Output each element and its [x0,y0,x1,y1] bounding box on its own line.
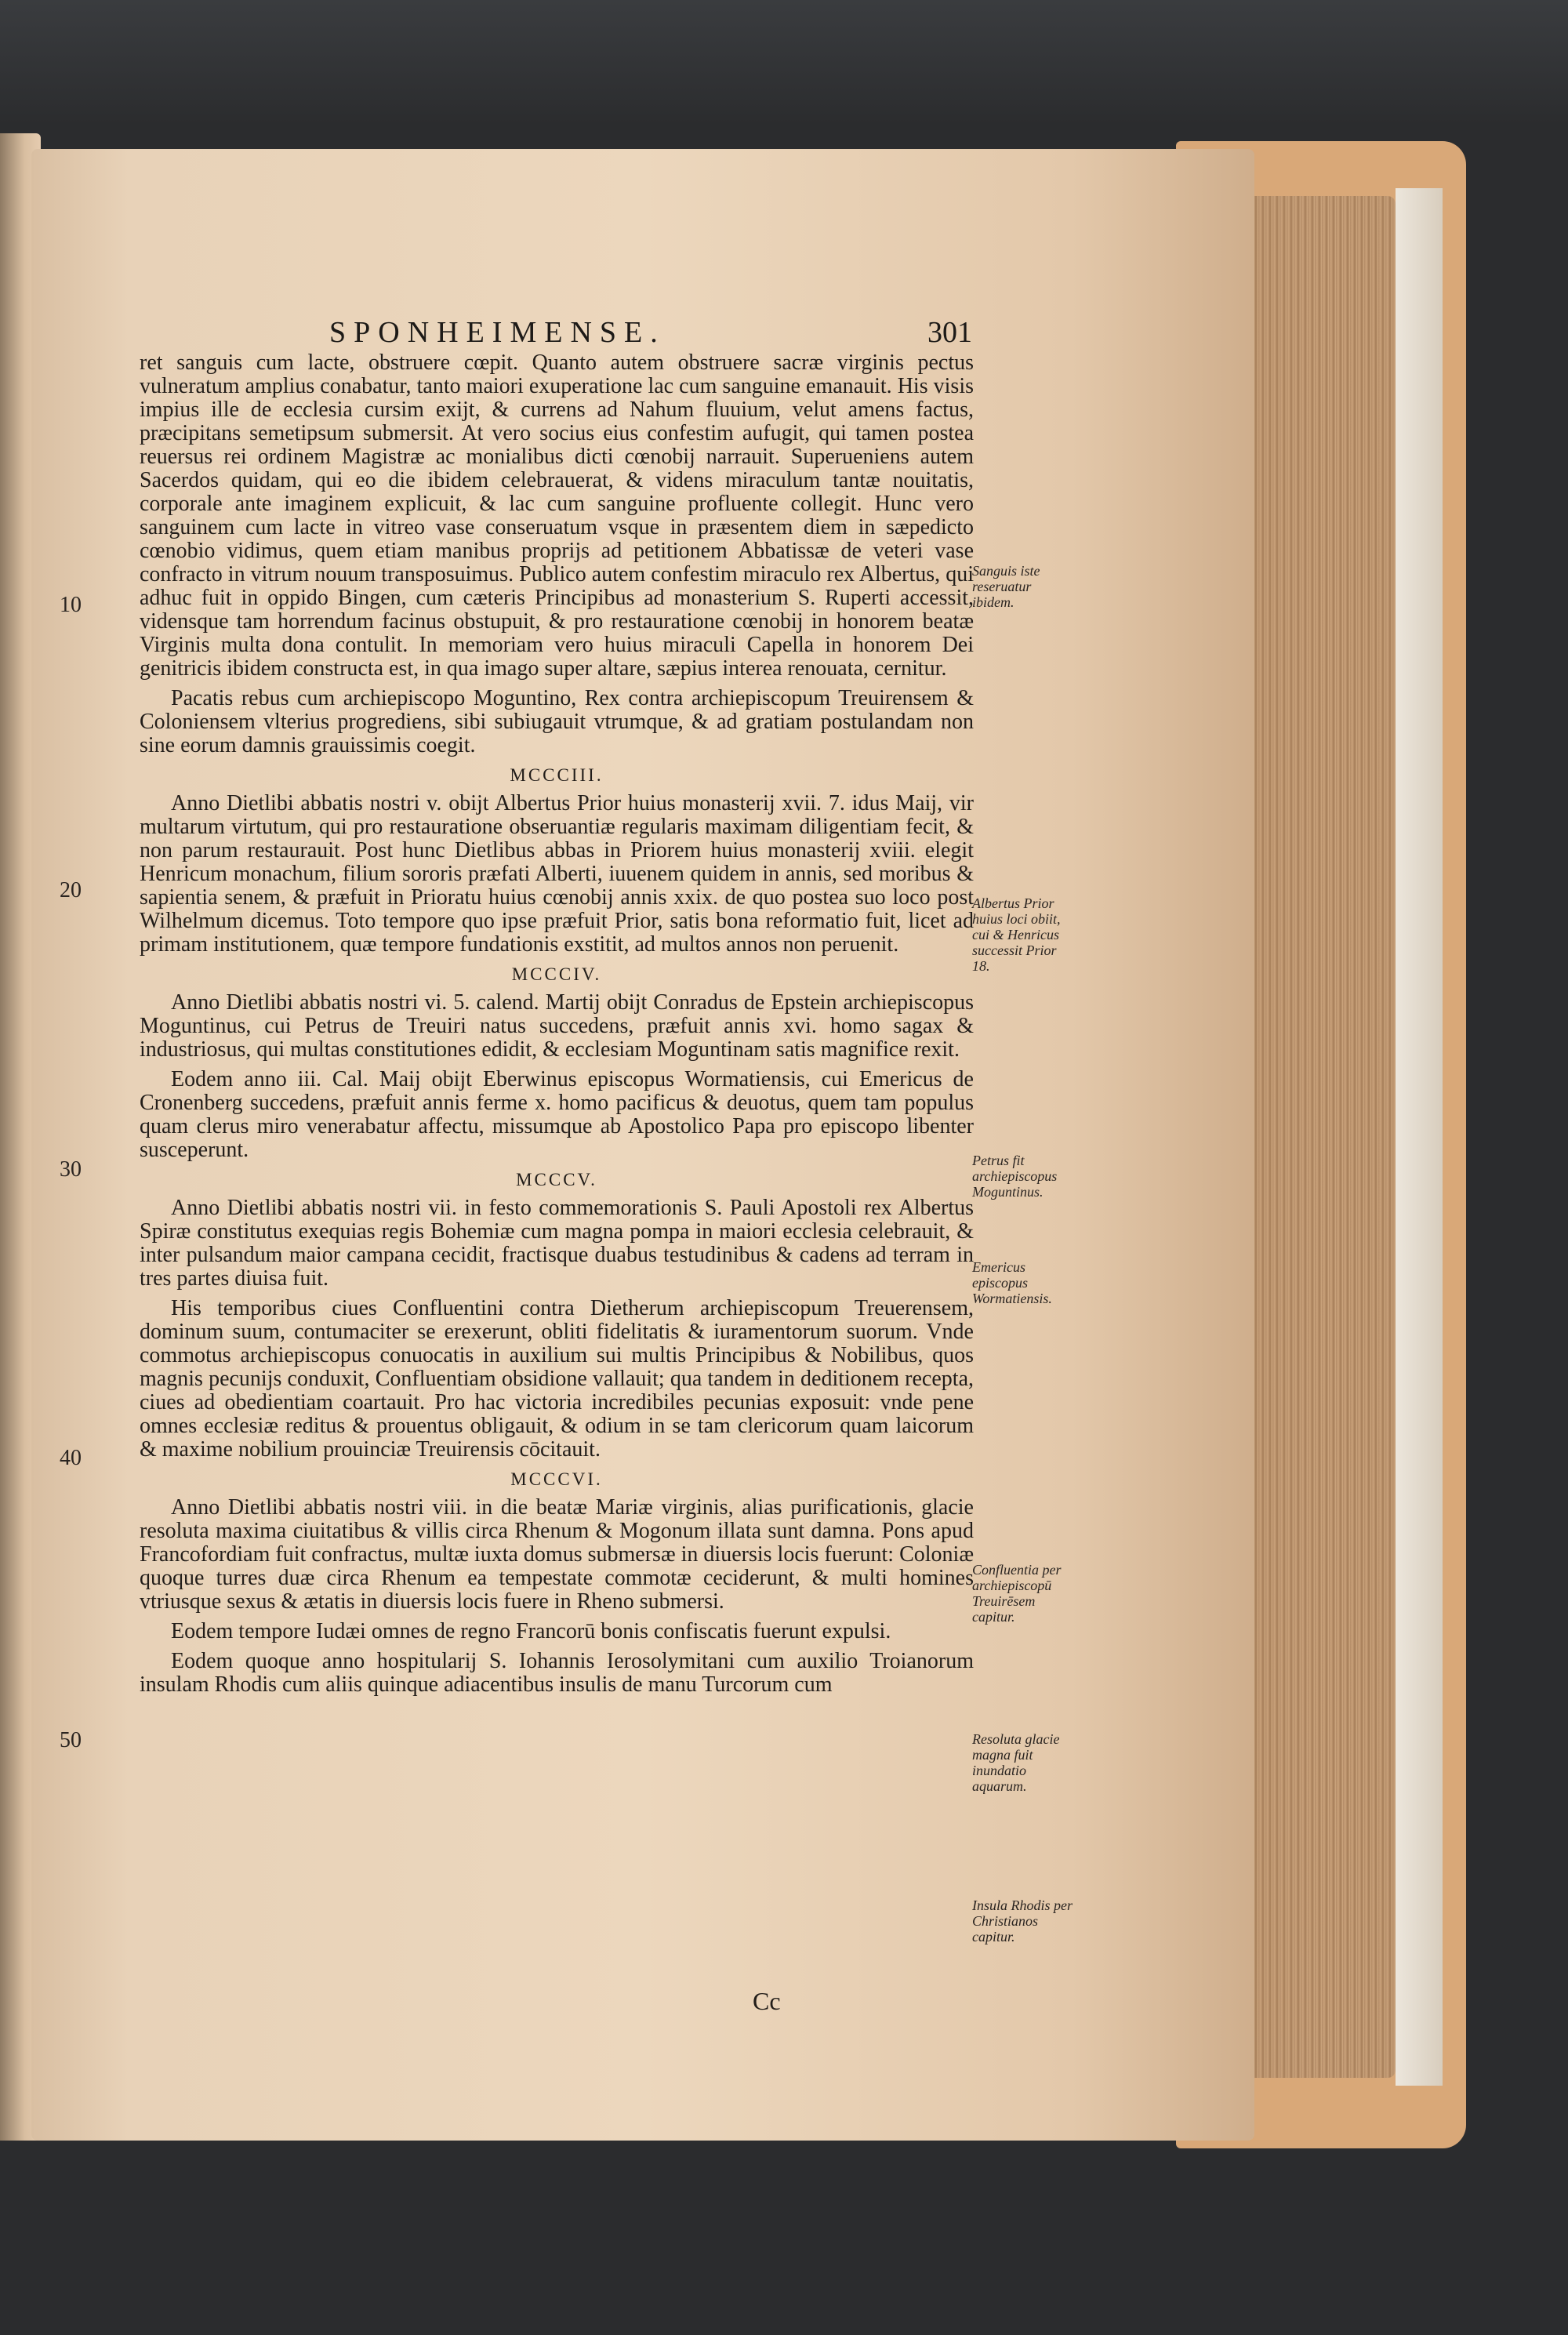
paragraph: Pacatis rebus cum archiepiscopo Moguntino, Rex contra archiepiscopum Treuirensem & Coloniensem vlterius progrediens, sibi subiugauit vtrumque, & ad gratiam postulandam non sine eorum damnis grauissimis coegit. [140,686,974,757]
margin-note: Sanguis iste reseruatur ibidem. [972,563,1040,610]
margin-note: Resoluta glacie magna fuit inundatio aquarum. [972,1731,1060,1794]
margin-note: Albertus Prior huius loci obiit, cui & Henricus successit Prior 18. [972,895,1061,974]
margin-note: Confluentia per archiepiscopū Treuirēsem capitur. [972,1562,1062,1625]
paragraph: Anno Dietlibi abbatis nostri v. obijt Albertus Prior huius monasterij xvii. 7. idus Maij, vir multarum virtutum, qui pro restauratione obseruantiæ regularis maximam diligentiam fecit, & non parum restaurauit. Post hunc Dietlibus abbas in Priorem huius monasterij xviii. elegit Henricum monachum, filium sororis præfati Alberti, iuuenem quidem in annis, sed moribus & sapientia senem, & præfuit in Prioratu huius cœnobij annis xxix. de quo postea suo loco post Wilhelmum dicemus. Toto tempore quo ipse præfuit Prior, satis bona reformatio fuit, licet ad primam institutionem, quæ tempore fundationis exstitit, ad multos annos non peruenit. [140,791,974,957]
line-number: 10 [60,593,82,617]
paragraph: Eodem anno iii. Cal. Maij obijt Eberwinus episcopus Wormatiensis, cui Emericus de Cronenberg succedens, præfuit annis ferme x. homo pacificus & deuotus, quem tam populus quam clerus miro venerabatur affectu, missumque ab Apostolico Papa pro episcopo libenter susceperunt. [140,1067,974,1162]
main-text [140,351,974,1703]
margin-note: Insula Rhodis per Christianos capitur. [972,1897,1073,1945]
line-number: 30 [60,1157,82,1182]
paragraph: Eodem tempore Iudæi omnes de regno Francorū bonis confiscatis fuerunt expulsi. [171,1619,891,1643]
year-heading: MCCCIV. [511,964,602,984]
paragraph: ret sanguis cum lacte, obstruere cœpit. Quanto autem obstruere sacræ virginis pectus vulneratum amplius conabatur, tanto maiori exuperatione lac cum sanguine emanauit. His visis impius ille de ecclesia cursim exijt, & currens ad Nahum fluuium, velut amens factus, præcipitans semetipsum submersit. At vero socius eius confestim aufugit, qui tamen postea reuersus rei ordinem Magistræ ac monialibus dicti cœnobij narrauit. Superueniens autem Sacerdos quidam, qui eo die ibidem celebrauerat, & videns miraculum tantæ nouitatis, corporale ante imaginem explicuit, & lac cum sanguine profluente collegit. Hunc vero sanguinem cum lacte in vitreo vase conseruatum vsque in præsentem diem in sæpedicto cœnobio vidimus, quem etiam manibus proprijs ad petitionem Abbatissæ de veteri vase confracto in vitrum nouum transposuimus. Publico autem confestim miraculo rex Albertus, qui adhuc fuit in oppido Bingen, cum cæteris Principibus ad monasterium S. Ruperti accessit, vidensque tam horrendum facinus obstupuit, & pro restauratione cœnobij in honorem beatæ Virginis multa dona contulit. In memoriam vero huius miraculi Capella in honorem Dei genitricis ibidem constructa est, in qua imago super altare, sæpius interea renouata, cernitur. [140,350,974,681]
page-number: 301 [927,316,972,349]
paragraph: Anno Dietlibi abbatis nostri vi. 5. calend. Martij obijt Conradus de Epstein archiepiscopus Moguntinus, cui Petrus de Treuiri natus succedens, præfuit annis xvi. homo sagax & industriosus, qui multas constitutiones edidit, & ecclesiam Moguntinam satis magnifice rexit. [140,990,974,1062]
backdrop [0,0,1568,125]
paragraph: His temporibus ciues Confluentini contra Dietherum archiepiscopum Treuerensem, dominum suum, contumaciter se erexerunt, obliti fidelitatis & iuramentorum suorum. Vnde commotus archiepiscopus conuocatis in auxilium sui multis Principibus & Nobilibus, quos magnis pecunijs conduxit, Confluentiam obsidione vallauit; qua tandem in deditionem recepta, ciues ad obedientiam coartauit. Pro hac victoria incredibiles pecunias exposuit: vnde pene omnes ecclesiæ reditus & prouentus obligauit, & odium in se tam clericorum quam laicorum & maxime nobilium prouinciæ Treuirensis cōcitauit. [140,1296,974,1462]
running-title: SPONHEIMENSE. [329,316,666,349]
paragraph: Anno Dietlibi abbatis nostri viii. in die beatæ Mariæ virginis, alias purificationis, glacie resoluta maxima ciuitatibus & villis circa Rhenum & Mogonum illata sunt damna. Pons apud Francofordiam fuit confractus, multæ iuxta domus submersæ in diuersis locis fuerunt: Coloniæ quoque turres duæ circa Rhenum ea tempestate commotæ ceciderunt, & multi homines vtriusque sexus & ætatis in diuersis locis fuere in Rheno submersi. [140,1495,974,1614]
margin-notes [972,0,1076,2335]
line-number: 50 [60,1728,82,1752]
line-number: 40 [60,1446,82,1470]
year-heading: MCCCIII. [510,765,604,785]
paragraph: Eodem quoque anno hospitularij S. Iohannis Ierosolymitani cum auxilio Troianorum insulam Rhodis cum aliis quinque adiacentibus insulis de manu Turcorum cum [140,1649,974,1697]
line-number: 20 [60,878,82,902]
flyleaf-edge [1396,188,1443,2086]
running-head [329,315,972,354]
signature-mark: Cc [753,1987,781,2015]
year-heading: MCCCVI. [510,1469,603,1489]
paragraph: Anno Dietlibi abbatis nostri vii. in festo commemorationis S. Pauli Apostoli rex Albertus Spiræ constitutus exequias regis Bohemiæ cum magna pompa in maiori ecclesia celebrauit, & inter pulsandum maior campana cecidit, fractisque duabus testudinibus & cadens ad terram in tres partes diuisa fuit. [140,1196,974,1291]
margin-note: Emericus episcopus Wormatiensis. [972,1259,1052,1306]
year-heading: MCCCV. [516,1170,597,1189]
margin-note: Petrus fit archiepiscopus Moguntinus. [972,1153,1058,1200]
